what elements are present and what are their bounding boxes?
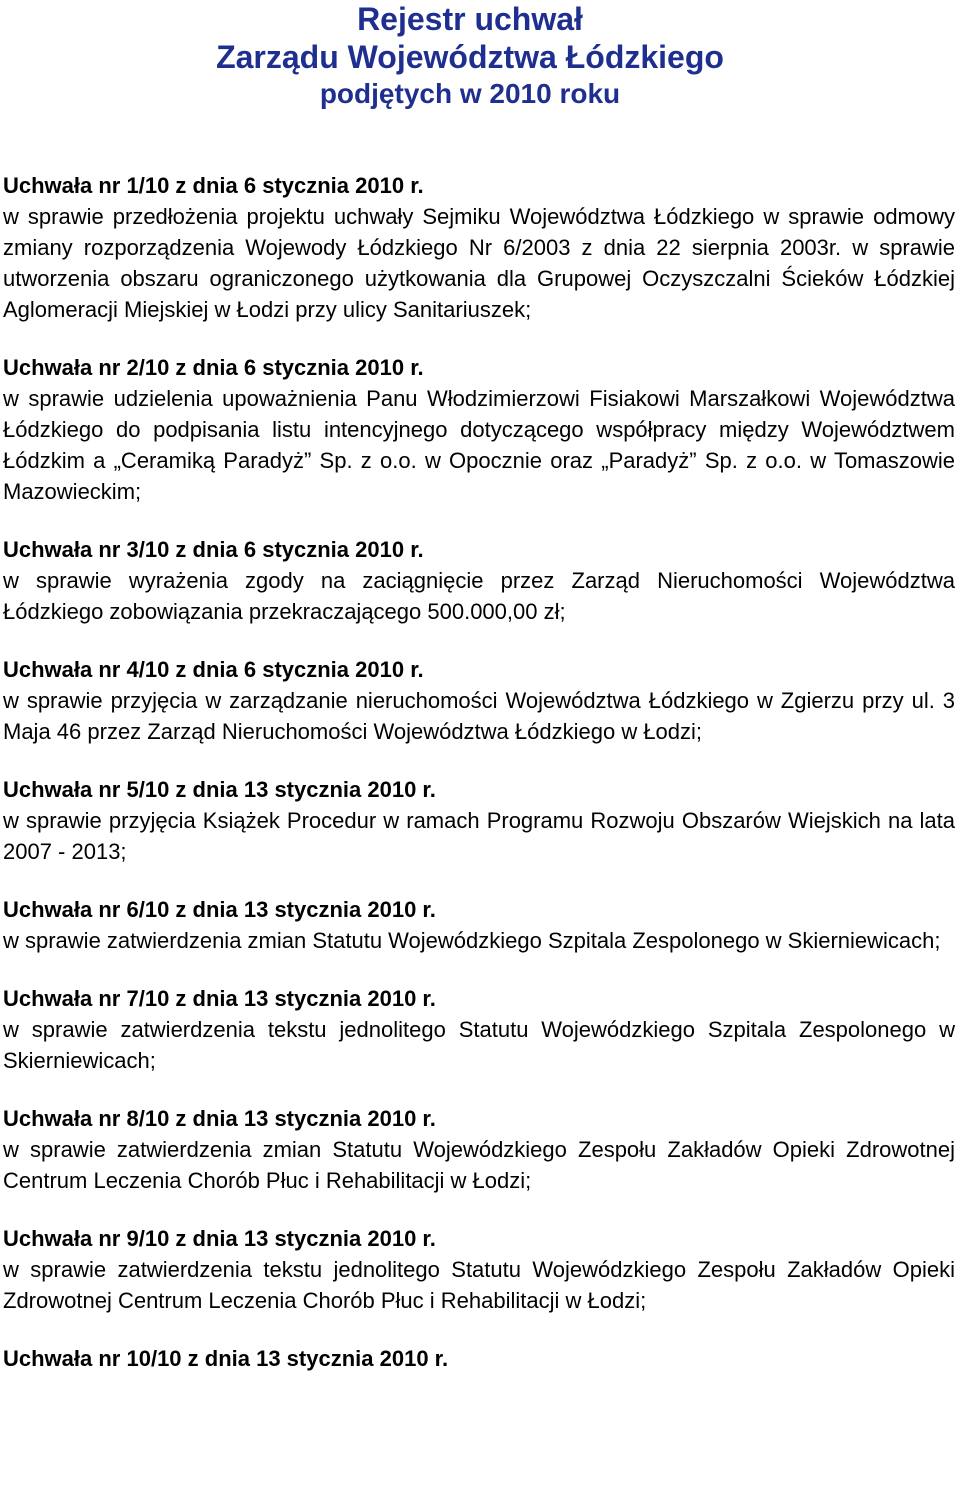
document-title <box>0 0 940 112</box>
resolution-title: Uchwała nr 7/10 z dnia 13 stycznia 2010 r. <box>3 986 436 1011</box>
resolution-description: w sprawie zatwierdzenia tekstu jednolitego Statutu Wojewódzkiego Zespołu Zakładów Opieki Zdrowotnej Centrum Leczenia Chorób Płuc i Rehabilitacji w Łodzi; <box>3 1257 955 1313</box>
resolution-entry <box>3 1103 955 1196</box>
resolution-title: Uchwała nr 10/10 z dnia 13 stycznia 2010 r. <box>3 1346 449 1371</box>
resolution-title: Uchwała nr 6/10 z dnia 13 stycznia 2010 r. <box>3 897 436 922</box>
resolution-description: w sprawie udzielenia upoważnienia Panu Włodzimierzowi Fisiakowi Marszałkowi Województwa Łódzkiego do podpisania listu intencyjnego dotyczącego współpracy między Województwem Łódzkim a „Ceramiką Paradyż” Sp. z o.o. w Opocznie oraz „Paradyż” Sp. z o.o. w Tomaszowie Mazowieckim; <box>3 386 955 504</box>
resolution-description: w sprawie wyrażenia zgody na zaciągnięcie przez Zarząd Nieruchomości Województwa Łódzkiego zobowiązania przekraczającego 500.000,00 zł; <box>3 568 955 624</box>
resolution-entry <box>3 894 955 956</box>
resolution-entry <box>3 170 955 325</box>
resolution-description: w sprawie przyjęcia w zarządzanie nieruchomości Województwa Łódzkiego w Zgierzu przy ul. 3 Maja 46 przez Zarząd Nieruchomości Województwa Łódzkiego w Łodzi; <box>3 688 955 744</box>
title-line-3: podjętych w 2010 roku <box>319 78 621 109</box>
resolution-title: Uchwała nr 9/10 z dnia 13 stycznia 2010 r. <box>3 1226 436 1251</box>
resolution-description: w sprawie zatwierdzenia zmian Statutu Wojewódzkiego Szpitala Zespolonego w Skierniewicach; <box>3 928 941 953</box>
resolution-title: Uchwała nr 2/10 z dnia 6 stycznia 2010 r. <box>3 355 424 380</box>
resolution-entry <box>3 983 955 1076</box>
resolution-entry <box>3 654 955 747</box>
resolution-title: Uchwała nr 1/10 z dnia 6 stycznia 2010 r. <box>3 173 424 198</box>
resolution-description: w sprawie zatwierdzenia tekstu jednolitego Statutu Wojewódzkiego Szpitala Zespolonego w Skierniewicach; <box>3 1017 955 1073</box>
resolution-title: Uchwała nr 3/10 z dnia 6 stycznia 2010 r. <box>3 537 424 562</box>
resolution-entry <box>3 1223 955 1316</box>
resolution-entry <box>3 534 955 627</box>
resolution-entry <box>3 1343 955 1374</box>
resolution-title: Uchwała nr 8/10 z dnia 13 stycznia 2010 r. <box>3 1106 436 1131</box>
resolution-entry <box>3 774 955 867</box>
resolution-list <box>3 170 955 1401</box>
resolution-title: Uchwała nr 4/10 z dnia 6 stycznia 2010 r. <box>3 657 424 682</box>
resolution-description: w sprawie przyjęcia Książek Procedur w ramach Programu Rozwoju Obszarów Wiejskich na lata 2007 - 2013; <box>3 808 955 864</box>
title-line-2: Zarządu Województwa Łódzkiego <box>216 39 724 75</box>
resolution-description: w sprawie przedłożenia projektu uchwały Sejmiku Województwa Łódzkiego w sprawie odmowy zmiany rozporządzenia Wojewody Łódzkiego Nr 6/2003 z dnia 22 sierpnia 2003r. w sprawie utworzenia obszaru ograniczonego użytkowania dla Grupowej Oczyszczalni Ścieków Łódzkiej Aglomeracji Miejskiej w Łodzi przy ulicy Sanitariuszek; <box>3 204 955 322</box>
resolution-title: Uchwała nr 5/10 z dnia 13 stycznia 2010 r. <box>3 777 436 802</box>
title-line-1: Rejestr uchwał <box>357 1 583 37</box>
resolution-description: w sprawie zatwierdzenia zmian Statutu Wojewódzkiego Zespołu Zakładów Opieki Zdrowotnej Centrum Leczenia Chorób Płuc i Rehabilitacji w Łodzi; <box>3 1137 955 1193</box>
resolution-entry <box>3 352 955 507</box>
